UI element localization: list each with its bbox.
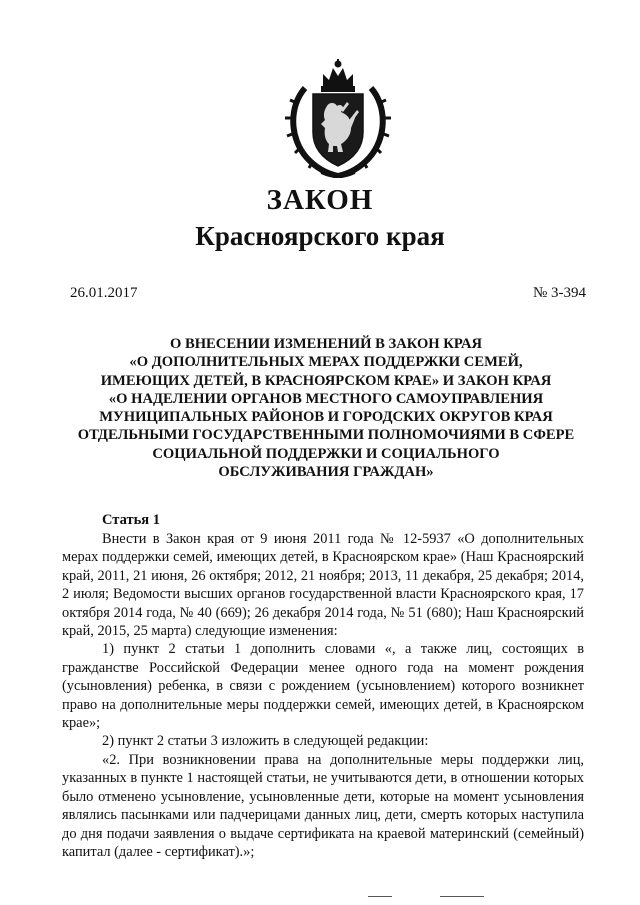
law-title: ЗАКОН bbox=[266, 184, 374, 216]
article-title: Статья 1 bbox=[102, 512, 160, 528]
heading-line: О ВНЕСЕНИИ ИЗМЕНЕНИЙ В ЗАКОН КРАЯ bbox=[169, 336, 483, 352]
heading-line: «О НАДЕЛЕНИИ ОРГАНОВ МЕСТНОГО САМОУПРАВЛЕНИЯ bbox=[108, 390, 544, 407]
heading-line: ИМЕЮЩИХ ДЕТЕЙ, В КРАСНОЯРСКОМ КРАЕ» И ЗАКОН КРАЯ bbox=[100, 372, 552, 389]
law-region: Красноярского края bbox=[195, 221, 445, 251]
heading-line: «О ДОПОЛНИТЕЛЬНЫХ МЕРАХ ПОДДЕРЖКИ СЕМЕЙ, bbox=[129, 354, 523, 371]
article-paragraph: 1) пункт 2 статьи 1 дополнить словами «, а также лиц, состоящих в гражданстве Российской Федерации менее одного года на момент рождения (усыновления) ребенка, в связи с рождением (усыновлением) которого возникнет право на дополнительные меры поддержки семей, имеющих детей, в Красноярском крае»; bbox=[62, 641, 584, 732]
law-number: № 3-394 bbox=[532, 285, 586, 301]
article-paragraph: 2) пункт 2 статьи 3 изложить в следующей редакции: bbox=[102, 733, 429, 750]
coat-of-arms-emblem bbox=[283, 58, 393, 178]
article-body bbox=[62, 530, 584, 861]
scan-artifact-line bbox=[368, 896, 392, 897]
article-paragraph: «2. При возникновении права на дополнительные меры поддержки лиц, указанных в пункте 1 настоящей статьи, не учитываются дети, в отношении которых было отменено усыновление, усыновленные дети, которые на момент усыновления являлись пасынками или падчерицами данных лиц, дети, смерть которых наступила до дня подачи заявления о выдаче сертификата на краевой материнский (семейный) капитал (далее - сертификат).»; bbox=[62, 751, 584, 860]
law-heading bbox=[60, 335, 592, 481]
article-paragraph: Внести в Закон края от 9 июня 2011 года № 12-5937 «О дополнительных мерах поддержки семей, имеющих детей, в Красноярском крае» (Наш Красноярский край, 2011, 21 июня, 26 октября; 2012, 21 ноября; 2013, 11 декабря, 25 декабря; 2014, 2 июля; Ведомости высших органов государственной власти Красноярского края, 17 октября 2014 года, № 40 (669); 26 декабря 2014 года, № 51 (680); Наш Красноярский край, 2015, 25 марта) следующие изменения: bbox=[62, 531, 584, 640]
heading-line: ОТДЕЛЬНЫМИ ГОСУДАРСТВЕННЫМИ ПОЛНОМОЧИЯМИ В СФЕРЕ bbox=[77, 427, 575, 444]
scan-artifact-line bbox=[440, 896, 484, 897]
heading-line: МУНИЦИПАЛЬНЫХ РАЙОНОВ И ГОРОДСКИХ ОКРУГОВ КРАЯ bbox=[99, 409, 553, 426]
heading-line: СОЦИАЛЬНОЙ ПОДДЕРЖКИ И СОЦИАЛЬНОГО bbox=[152, 445, 500, 462]
law-date: 26.01.2017 bbox=[70, 285, 138, 301]
heading-line: ОБСЛУЖИВАНИЯ ГРАЖДАН» bbox=[218, 464, 434, 481]
